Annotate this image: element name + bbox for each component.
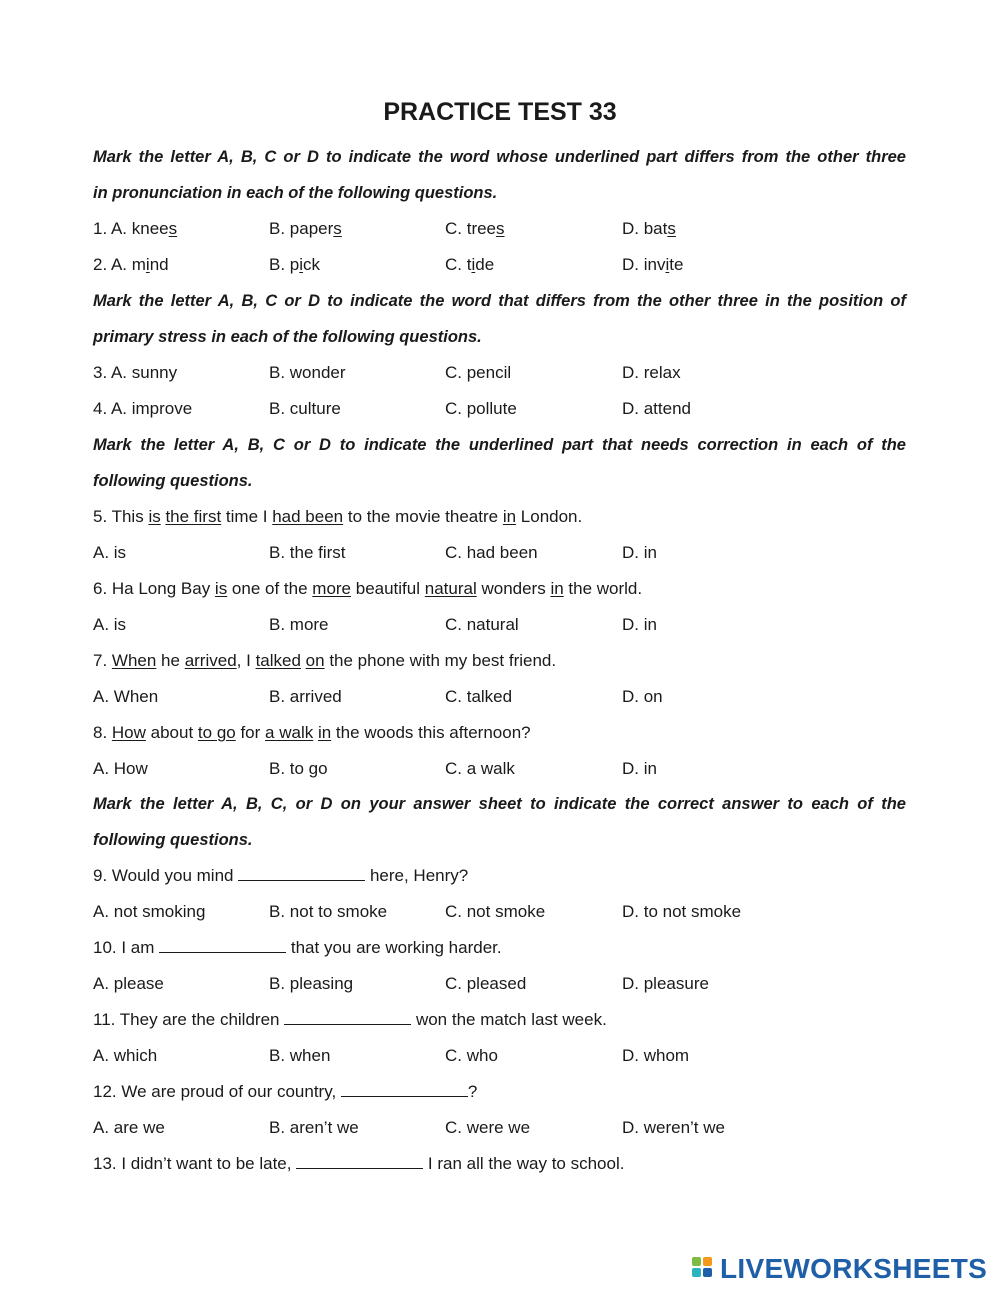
q11-blank[interactable] bbox=[284, 1007, 411, 1025]
q5-option-d[interactable]: D. in bbox=[622, 543, 657, 562]
q2-option-c[interactable]: C. tide bbox=[445, 255, 495, 274]
q4-option-c[interactable]: C. pollute bbox=[445, 399, 517, 418]
q2-option-b[interactable]: B. pick bbox=[269, 255, 321, 274]
question-9-text: 9. Would you mind here, Henry? bbox=[93, 858, 468, 894]
q9-option-d[interactable]: D. to not smoke bbox=[622, 902, 742, 921]
q7-option-b[interactable]: B. arrived bbox=[269, 687, 342, 706]
q13-blank[interactable] bbox=[296, 1151, 423, 1169]
q4-option-b[interactable]: B. culture bbox=[269, 399, 341, 418]
q9-blank[interactable] bbox=[238, 863, 365, 881]
q12-option-a[interactable]: A. are we bbox=[93, 1118, 165, 1137]
q6-option-d[interactable]: D. in bbox=[622, 615, 657, 634]
question-8-text: 8. How about to go for a walk in the woods this afternoon? bbox=[93, 723, 531, 742]
q8-option-d[interactable]: D. in bbox=[622, 759, 657, 778]
q7-option-c[interactable]: C. talked bbox=[445, 687, 513, 706]
q7-option-a[interactable]: A. When bbox=[93, 687, 159, 706]
q5-option-b[interactable]: B. the first bbox=[269, 543, 346, 562]
liveworksheets-logo-text: LIVEWORKSHEETS bbox=[720, 1253, 988, 1284]
q9-option-a[interactable]: A. not smoking bbox=[93, 902, 206, 921]
q5-option-a[interactable]: A. is bbox=[93, 543, 127, 562]
q3-option-c[interactable]: C. pencil bbox=[445, 363, 512, 382]
q2-option-d[interactable]: D. invite bbox=[622, 255, 684, 274]
q8-option-a[interactable]: A. How bbox=[93, 759, 148, 778]
q10-option-b[interactable]: B. pleasing bbox=[269, 974, 354, 993]
q4-option-d[interactable]: D. attend bbox=[622, 399, 691, 418]
q12-option-b[interactable]: B. aren’t we bbox=[269, 1118, 359, 1137]
question-6-text: 6. Ha Long Bay is one of the more beautiful natural wonders in the world. bbox=[93, 579, 643, 598]
q1-option-b[interactable]: B. papers bbox=[269, 219, 342, 238]
q10-option-d[interactable]: D. pleasure bbox=[622, 974, 709, 993]
q7-option-d[interactable]: D. on bbox=[622, 687, 663, 706]
q12-option-d[interactable]: D. weren’t we bbox=[622, 1118, 725, 1137]
q12-option-c[interactable]: C. were we bbox=[445, 1118, 531, 1137]
q6-option-a[interactable]: A. is bbox=[93, 615, 127, 634]
q9-option-b[interactable]: B. not to smoke bbox=[269, 902, 388, 921]
q11-option-d[interactable]: D. whom bbox=[622, 1046, 690, 1065]
instruction-2-line-2: primary stress in each of the following questions. bbox=[93, 328, 482, 346]
question-11-text: 11. They are the children won the match last week. bbox=[93, 1002, 607, 1038]
instruction-3-line-1: Mark the letter A, B, C or D to indicate the underlined part that needs correction in each of the bbox=[93, 436, 906, 454]
q1-option-a[interactable]: 1. A. knees bbox=[93, 219, 178, 238]
question-12-text: 12. We are proud of our country, ? bbox=[93, 1074, 477, 1110]
q3-option-d[interactable]: D. relax bbox=[622, 363, 681, 382]
instruction-1-line-2: in pronunciation in each of the following questions. bbox=[93, 184, 498, 202]
q9-option-c[interactable]: C. not smoke bbox=[445, 902, 546, 921]
q8-option-c[interactable]: C. a walk bbox=[445, 759, 515, 778]
liveworksheets-logo-icon bbox=[692, 1255, 716, 1283]
question-5-text: 5. This is the first time I had been to the movie theatre in London. bbox=[93, 507, 583, 526]
instruction-4-line-1: Mark the letter A, B, C, or D on your answer sheet to indicate the correct answer to each of the bbox=[93, 795, 906, 813]
question-10-text: 10. I am that you are working harder. bbox=[93, 930, 502, 966]
q6-option-c[interactable]: C. natural bbox=[445, 615, 519, 634]
q1-option-d[interactable]: D. bats bbox=[622, 219, 676, 238]
q12-blank[interactable] bbox=[341, 1079, 468, 1097]
q10-option-c[interactable]: C. pleased bbox=[445, 974, 527, 993]
question-7-text: 7. When he arrived, I talked on the phone with my best friend. bbox=[93, 651, 557, 670]
instruction-3-line-2: following questions. bbox=[93, 472, 253, 490]
q3-option-a[interactable]: 3. A. sunny bbox=[93, 363, 178, 382]
q11-option-b[interactable]: B. when bbox=[269, 1046, 331, 1065]
q2-option-a[interactable]: 2. A. mind bbox=[93, 255, 169, 274]
q6-option-b[interactable]: B. more bbox=[269, 615, 329, 634]
instruction-2-line-1: Mark the letter A, B, C or D to indicate the word that differs from the other three in the position of bbox=[93, 292, 906, 310]
q10-option-a[interactable]: A. please bbox=[93, 974, 164, 993]
question-13-text: 13. I didn’t want to be late, I ran all the way to school. bbox=[93, 1146, 624, 1182]
q11-option-c[interactable]: C. who bbox=[445, 1046, 498, 1065]
instruction-4-line-2: following questions. bbox=[93, 831, 253, 849]
page-title: PRACTICE TEST 33 bbox=[383, 98, 617, 126]
q11-option-a[interactable]: A. which bbox=[93, 1046, 158, 1065]
instruction-1-line-1: Mark the letter A, B, C or D to indicate the word whose underlined part differs from the other three bbox=[93, 148, 906, 166]
liveworksheets-logo[interactable] bbox=[692, 1252, 987, 1286]
q8-option-b[interactable]: B. to go bbox=[269, 759, 328, 778]
q4-option-a[interactable]: 4. A. improve bbox=[93, 399, 193, 418]
q5-option-c[interactable]: C. had been bbox=[445, 543, 538, 562]
q3-option-b[interactable]: B. wonder bbox=[269, 363, 346, 382]
q10-blank[interactable] bbox=[159, 935, 286, 953]
q1-option-c[interactable]: C. trees bbox=[445, 219, 505, 238]
